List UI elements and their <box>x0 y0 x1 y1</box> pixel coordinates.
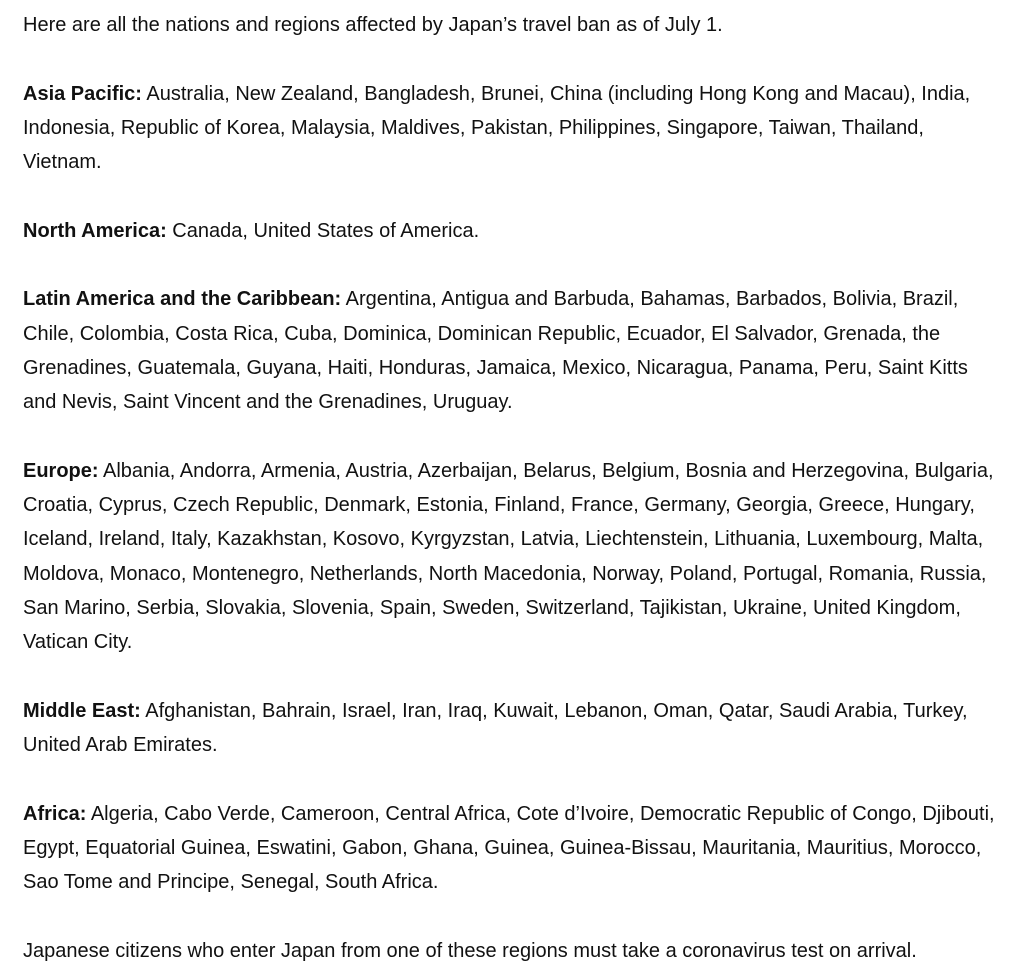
region-name: Latin America and the Caribbean: <box>23 288 342 311</box>
region-country-list: Argentina, Antigua and Barbuda, Bahamas, Barbados, Bolivia, Brazil, Chile, Colombia, Costa Rica, Cuba, Dominica, Dominican Republic, Ecuador, El Salvador, Grenada, the Grenadines, Guatemala, Guyana, Haiti, Honduras, Jamaica, Mexico, Nicaragua, Panama, Peru, Saint Kitts and Nevis, Saint Vincent and the Grenadines, Uruguay. <box>23 288 968 414</box>
region-country-list: Algeria, Cabo Verde, Cameroon, Central Africa, Cote d’Ivoire, Democratic Republic of Congo, Djibouti, Egypt, Equatorial Guinea, Eswatini, Gabon, Ghana, Guinea, Guinea-Bissau, Mauritania, Mauritius, Morocco, Sao Tome and Principe, Senegal, South Africa. <box>23 802 995 894</box>
region-paragraph-latin-america <box>23 282 1006 419</box>
region-paragraph-north-america <box>23 214 1006 248</box>
region-paragraph-asia-pacific <box>23 77 1006 180</box>
region-name: Europe: <box>23 459 99 482</box>
region-paragraph-middle-east <box>23 694 1006 763</box>
region-country-list: Australia, New Zealand, Bangladesh, Brunei, China (including Hong Kong and Macau), India, Indonesia, Republic of Korea, Malaysia, Maldives, Pakistan, Philippines, Singapore, Taiwan, Thailand, Vietnam. <box>23 82 971 174</box>
region-name: Africa: <box>23 802 87 825</box>
region-paragraph-africa <box>23 797 1006 900</box>
region-country-list: Afghanistan, Bahrain, Israel, Iran, Iraq, Kuwait, Lebanon, Oman, Qatar, Saudi Arabia, Turkey, United Arab Emirates. <box>23 699 968 757</box>
intro-paragraph: Here are all the nations and regions affected by Japan’s travel ban as of July 1. <box>23 14 723 36</box>
region-paragraph-europe <box>23 454 1006 660</box>
region-name: Middle East: <box>23 699 141 722</box>
region-name: North America: <box>23 219 167 242</box>
region-name: Asia Pacific: <box>23 82 142 105</box>
closing-paragraph: Japanese citizens who enter Japan from one of these regions must take a coronavirus test on arrival. <box>23 940 917 963</box>
region-country-list: Albania, Andorra, Armenia, Austria, Azerbaijan, Belarus, Belgium, Bosnia and Herzegovina, Bulgaria, Croatia, Cyprus, Czech Republic, Denmark, Estonia, Finland, France, Germany, Georgia, Greece, Hungary, Iceland, Ireland, Italy, Kazakhstan, Kosovo, Kyrgyzstan, Latvia, Liechtenstein, Lithuania, Luxembourg, Malta, Moldova, Monaco, Montenegro, Netherlands, North Macedonia, Norway, Poland, Portugal, Romania, Russia, San Marino, Serbia, Slovakia, Slovenia, Spain, Sweden, Switzerland, Tajikistan, Ukraine, United Kingdom, Vatican City. <box>23 459 994 654</box>
region-country-list: Canada, United States of America. <box>172 219 480 242</box>
